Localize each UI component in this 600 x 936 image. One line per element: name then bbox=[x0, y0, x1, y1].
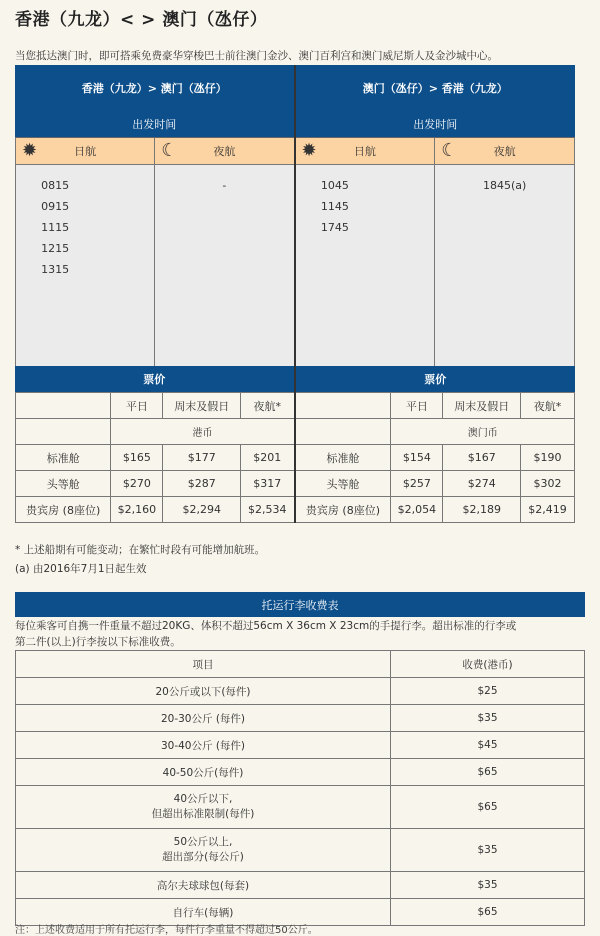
night-times bbox=[154, 165, 293, 366]
fare-weekend: $2,294 bbox=[163, 497, 241, 523]
fare-col-header: 周末及假日 bbox=[443, 393, 521, 419]
luggage-fee: $65 bbox=[391, 786, 585, 829]
luggage-fee: $35 bbox=[391, 829, 585, 872]
route-header: 香港（九龙）> 澳门（氹仔） bbox=[15, 65, 294, 110]
luggage-description-line: 第二件(以上)行李按以下标准收费。 bbox=[15, 636, 181, 648]
time: 1145 bbox=[320, 200, 349, 213]
fare-weekend: $167 bbox=[443, 445, 521, 471]
time: 1315 bbox=[41, 263, 70, 276]
luggage-fee-header: 托运行李收费表 bbox=[15, 592, 585, 617]
luggage-item: 20-30公斤 (每件) bbox=[16, 705, 391, 732]
fare-weekend: $274 bbox=[443, 471, 521, 497]
day-night-header bbox=[296, 137, 576, 165]
departure-times bbox=[296, 165, 576, 366]
fare-weekday: $2,160 bbox=[111, 497, 163, 523]
day-label: 日航 bbox=[353, 145, 376, 158]
fare-col-header: 夜航* bbox=[521, 393, 575, 419]
luggage-fee-table bbox=[15, 650, 585, 926]
fare-night: $317 bbox=[241, 471, 294, 497]
fare-weekend: $287 bbox=[163, 471, 241, 497]
fare-night: $201 bbox=[241, 445, 294, 471]
fare-col-header: 平日 bbox=[111, 393, 163, 419]
luggage-fee: $45 bbox=[391, 732, 585, 759]
departure-time-header: 出发时间 bbox=[296, 110, 576, 137]
item-col-header: 项目 bbox=[16, 651, 391, 678]
blank-cell bbox=[296, 419, 391, 445]
departure-time-header: 出发时间 bbox=[15, 110, 294, 137]
table-row bbox=[16, 759, 585, 786]
fare-class: 贵宾房 (8座位) bbox=[296, 497, 391, 523]
luggage-item: 自行车(每辆) bbox=[16, 899, 391, 926]
time: 0815 bbox=[41, 179, 70, 192]
schedule-notes bbox=[15, 541, 265, 579]
schedule-macau-to-hk bbox=[296, 65, 576, 523]
table-row bbox=[16, 705, 585, 732]
currency-label: 澳门币 bbox=[391, 419, 575, 445]
table-row bbox=[16, 445, 294, 471]
fare-col-header: 夜航* bbox=[241, 393, 294, 419]
night-label: 夜航 bbox=[493, 145, 516, 158]
table-row bbox=[16, 497, 294, 523]
sun-icon: ✹ bbox=[22, 140, 38, 161]
fare-weekday: $154 bbox=[391, 445, 443, 471]
table-row bbox=[16, 786, 585, 829]
luggage-item bbox=[16, 786, 391, 829]
luggage-item: 30-40公斤 (每件) bbox=[16, 732, 391, 759]
night-label: 夜航 bbox=[213, 145, 236, 158]
note-effective-date: (a) 由2016年7月1日起生效 bbox=[15, 563, 147, 575]
sun-icon: ✹ bbox=[301, 140, 317, 161]
fare-header: 票价 bbox=[296, 366, 576, 392]
luggage-item: 高尔夫球球包(每套) bbox=[16, 872, 391, 899]
day-header bbox=[296, 138, 435, 164]
fare-night: $190 bbox=[521, 445, 575, 471]
fare-col-header bbox=[16, 393, 111, 419]
fare-weekday: $257 bbox=[391, 471, 443, 497]
fare-class: 标准舱 bbox=[16, 445, 111, 471]
time: 1745 bbox=[320, 221, 349, 234]
luggage-item: 20公斤或以下(每件) bbox=[16, 678, 391, 705]
moon-icon: ☾ bbox=[161, 140, 178, 161]
intro-text: 当您抵达澳门时，即可搭乘免费豪华穿梭巴士前往澳门金沙、澳门百利宫和澳门威尼斯人及金沙城中心。 bbox=[15, 50, 498, 62]
table-row bbox=[296, 445, 575, 471]
luggage-header-row bbox=[16, 651, 585, 678]
table-row bbox=[16, 829, 585, 872]
luggage-fee: $25 bbox=[391, 678, 585, 705]
fare-night: $2,534 bbox=[241, 497, 294, 523]
fare-class: 标准舱 bbox=[296, 445, 391, 471]
day-times bbox=[16, 165, 154, 366]
table-row bbox=[16, 471, 294, 497]
night-times bbox=[434, 165, 574, 366]
luggage-item: 40-50公斤(每件) bbox=[16, 759, 391, 786]
table-row bbox=[16, 872, 585, 899]
fare-table bbox=[296, 392, 576, 523]
blank-cell bbox=[16, 419, 111, 445]
currency-label: 港币 bbox=[111, 419, 294, 445]
fare-class: 头等舱 bbox=[296, 471, 391, 497]
luggage-description bbox=[15, 618, 585, 650]
luggage-item-line: 但超出标准限制(每件) bbox=[151, 808, 255, 820]
fare-weekend: $177 bbox=[163, 445, 241, 471]
fare-header-row bbox=[16, 393, 294, 419]
fare-header-row bbox=[296, 393, 575, 419]
fare-class: 贵宾房 (8座位) bbox=[16, 497, 111, 523]
table-row bbox=[296, 497, 575, 523]
luggage-fee: $65 bbox=[391, 899, 585, 926]
time: 1115 bbox=[41, 221, 70, 234]
table-row bbox=[296, 471, 575, 497]
fare-weekend: $2,189 bbox=[443, 497, 521, 523]
fare-night: $2,419 bbox=[521, 497, 575, 523]
fare-night: $302 bbox=[521, 471, 575, 497]
fare-weekday: $2,054 bbox=[391, 497, 443, 523]
night-header bbox=[434, 138, 574, 164]
day-times bbox=[296, 165, 435, 366]
luggage-item-line: 50公斤以上, bbox=[173, 836, 233, 848]
time: 1845(a) bbox=[482, 179, 527, 192]
fare-class: 头等舱 bbox=[16, 471, 111, 497]
departure-times bbox=[15, 165, 294, 366]
fare-col-header: 周末及假日 bbox=[163, 393, 241, 419]
table-row bbox=[16, 678, 585, 705]
table-row bbox=[16, 732, 585, 759]
time: - bbox=[222, 179, 227, 192]
fare-weekday: $270 bbox=[111, 471, 163, 497]
day-label: 日航 bbox=[74, 145, 97, 158]
time: 0915 bbox=[41, 200, 70, 213]
day-night-header bbox=[15, 137, 294, 165]
luggage-item-line: 超出部分(每公斤) bbox=[162, 851, 244, 863]
schedule-hk-to-macau bbox=[15, 65, 296, 523]
time: 1045 bbox=[320, 179, 349, 192]
note-schedule-change: * 上述船期有可能变动；在繁忙时段有可能增加航班。 bbox=[15, 544, 266, 556]
day-header bbox=[16, 138, 154, 164]
luggage-item bbox=[16, 829, 391, 872]
fee-col-header: 收费(港币) bbox=[391, 651, 585, 678]
fare-weekday: $165 bbox=[111, 445, 163, 471]
luggage-fee: $65 bbox=[391, 759, 585, 786]
schedule-table bbox=[15, 65, 575, 523]
page-title: 香港（九龙）< > 澳门（氹仔） bbox=[15, 10, 268, 30]
fare-header: 票价 bbox=[15, 366, 294, 392]
fare-table bbox=[15, 392, 294, 523]
luggage-fee: $35 bbox=[391, 705, 585, 732]
luggage-footnote: 注：上述收费适用于所有托运行李，每件行李重量不得超过50公斤。 bbox=[15, 925, 318, 936]
route-header: 澳门（氹仔）> 香港（九龙） bbox=[296, 65, 576, 110]
night-header bbox=[154, 138, 293, 164]
luggage-fee: $35 bbox=[391, 872, 585, 899]
time: 1215 bbox=[41, 242, 70, 255]
currency-row bbox=[296, 419, 575, 445]
fare-col-header: 平日 bbox=[391, 393, 443, 419]
currency-row bbox=[16, 419, 294, 445]
fare-col-header bbox=[296, 393, 391, 419]
luggage-description-line: 每位乘客可自携一件重量不超过20KG、体积不超过56cm X 36cm X 23cm的手提行李。超出标准的行李或 bbox=[15, 620, 517, 632]
moon-icon: ☾ bbox=[441, 140, 458, 161]
luggage-item-line: 40公斤以下, bbox=[173, 793, 233, 805]
